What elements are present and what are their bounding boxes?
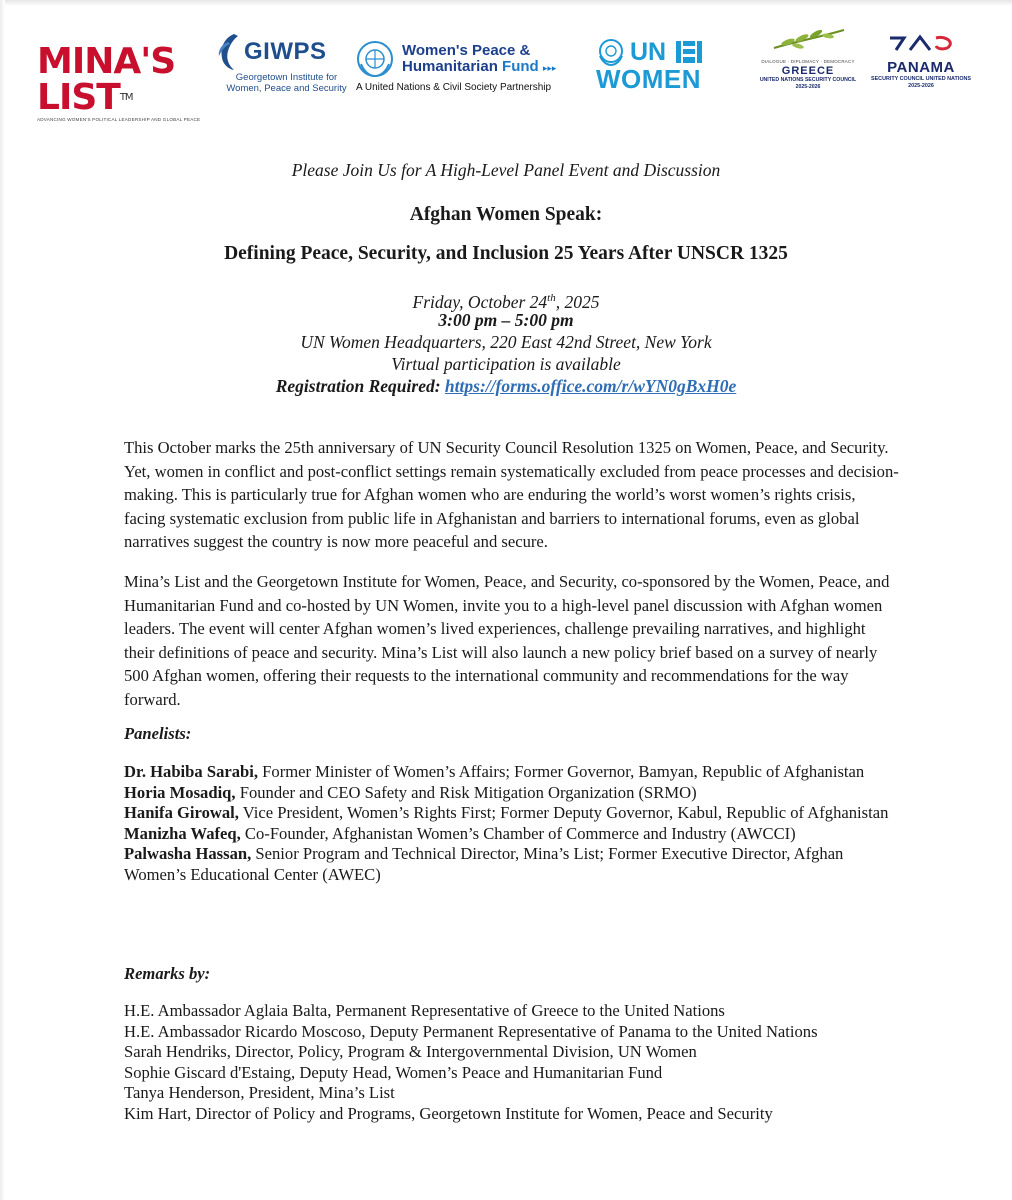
panelist-role: Vice President, Women’s Rights First; Former Deputy Governor, Kabul, Republic of Afghanistan bbox=[238, 803, 889, 823]
list-item bbox=[124, 762, 900, 783]
list-item bbox=[124, 844, 900, 885]
page-edge-shadow bbox=[0, 0, 1012, 6]
event-virtual-note: Virtual participation is available bbox=[391, 354, 621, 374]
panelist-role: Founder and CEO Safety and Risk Mitigation Organization (SRMO) bbox=[235, 782, 697, 802]
event-date-suffix: , 2025 bbox=[555, 291, 600, 312]
giwps-subtitle: Georgetown Institute for Women, Peace and Security bbox=[226, 72, 347, 94]
wphf-name-line2b: Fund bbox=[502, 57, 539, 75]
minas-list-logo bbox=[37, 41, 207, 122]
panama-name: PANAMA bbox=[887, 59, 955, 76]
wphf-subtitle: A United Nations & Civil Society Partnership bbox=[356, 82, 552, 93]
un-emblem-small-icon bbox=[596, 38, 626, 66]
greece-motto: DIALOGUE · DIPLOMACY · DEMOCRACY bbox=[761, 59, 855, 64]
list-item bbox=[124, 803, 900, 824]
event-date-sup: th bbox=[547, 292, 556, 304]
panelist-name: Manizha Wafeq, bbox=[124, 823, 241, 843]
list-item: Kim Hart, Director of Policy and Programs, Georgetown Institute for Women, Peace and Security bbox=[124, 1103, 773, 1123]
remarks-heading: Remarks by: bbox=[124, 964, 211, 983]
event-date-prefix: Friday, October 24 bbox=[412, 291, 548, 312]
event-time: 3:00 pm – 5:00 pm bbox=[438, 310, 574, 330]
minas-list-tagline: ADVANCING WOMEN'S POLITICAL LEADERSHIP AND GLOBAL PEACE bbox=[37, 117, 201, 122]
giwps-logo bbox=[216, 32, 351, 94]
wphf-name-line2a: Humanitarian bbox=[402, 57, 503, 75]
olive-branch-icon bbox=[768, 26, 848, 54]
list-item: Tanya Henderson, President, Mina’s List bbox=[124, 1083, 395, 1103]
invitation-line: Please Join Us for A High-Level Panel Event and Discussion bbox=[291, 160, 721, 180]
panelist-role: Co-Founder, Afghanistan Women’s Chamber of Commerce and Industry (AWCCI) bbox=[240, 823, 796, 843]
minas-list-wordmark: MINA'S LIST bbox=[37, 41, 176, 118]
panama-mark-icon bbox=[886, 34, 956, 52]
un-women-line1: UN bbox=[630, 38, 667, 66]
panelists-heading: Panelists: bbox=[124, 724, 192, 743]
panelist-name: Palwasha Hassan, bbox=[124, 844, 252, 864]
trademark-mark: TM bbox=[119, 92, 133, 103]
dove-icon bbox=[216, 32, 240, 72]
panelist-name: Hanifa Girowal, bbox=[124, 803, 239, 823]
un-women-line2: WOMEN bbox=[596, 64, 702, 94]
registration-link[interactable]: https://forms.office.com/r/wYN0gBxH0e bbox=[444, 376, 737, 396]
registration-label: Registration Required: bbox=[275, 376, 441, 396]
list-item: H.E. Ambassador Ricardo Moscoso, Deputy Permanent Representative of Panama to the United Nations bbox=[124, 1021, 818, 1041]
un-women-logo bbox=[596, 38, 746, 92]
wphf-name-line1: Women's Peace & bbox=[402, 41, 531, 59]
panelist-role: Senior Program and Technical Director, Mina’s List; Former Executive Director, Afghan Women’s Educational Center (AWEC) bbox=[124, 844, 844, 884]
registration-line bbox=[0, 375, 1012, 397]
wphf-logo: Women's Peace & Humanitarian Fund ▸▸▸ A United Nations & Civil Society Partnership bbox=[356, 40, 586, 93]
panelist-name: Dr. Habiba Sarabi, bbox=[124, 762, 259, 781]
greece-subtitle: UNITED NATIONS SECURITY COUNCIL 2025-2026 bbox=[759, 77, 857, 90]
panama-subtitle: SECURITY COUNCIL UNITED NATIONS 2025-2026 bbox=[870, 76, 972, 89]
un-emblem-icon bbox=[356, 40, 394, 78]
remarks-list bbox=[124, 1001, 900, 1125]
list-item bbox=[124, 783, 900, 804]
description-paragraph: Mina’s List and the Georgetown Institute for Women, Peace, and Security, co-sponsored by the Women, Peace, and Humanitarian Fund and co-hosted by UN Women, invite you to a high-level panel discussion with Afghan women leaders. The event will center Afghan women’s lived experiences, challenge prevailing narratives, and highlight their definitions of peace and security. Mina’s List will also launch a new policy brief based on a survey of nearly 500 Afghan women, offering their requests to the international community and recommendations for the way forward. bbox=[124, 572, 890, 709]
un-women-symbol-icon bbox=[674, 39, 704, 65]
panama-security-council-logo bbox=[868, 34, 974, 89]
giwps-wordmark: GIWPS bbox=[244, 38, 327, 65]
panelist-role: Former Minister of Women’s Affairs; Former Governor, Bamyan, Republic of Afghanistan bbox=[258, 762, 865, 781]
list-item: Sophie Giscard d'Estaing, Deputy Head, Women’s Peace and Humanitarian Fund bbox=[124, 1062, 663, 1082]
event-title: Afghan Women Speak: bbox=[409, 204, 603, 225]
list-item: H.E. Ambassador Aglaia Balta, Permanent Representative of Greece to the United Nations bbox=[124, 1001, 725, 1020]
panelist-name: Horia Mosadiq, bbox=[124, 782, 236, 802]
event-venue: UN Women Headquarters, 220 East 42nd Street, New York bbox=[300, 332, 712, 352]
list-item: Sarah Hendriks, Director, Policy, Program & Intergovernmental Division, UN Women bbox=[124, 1042, 697, 1062]
panelists-list bbox=[124, 762, 900, 886]
list-item bbox=[124, 824, 900, 845]
greece-security-council-logo bbox=[758, 26, 858, 90]
event-subtitle: Defining Peace, Security, and Inclusion 25 Years After UNSCR 1325 bbox=[224, 243, 788, 264]
greece-name: GREECE bbox=[781, 65, 835, 77]
intro-paragraph: This October marks the 25th anniversary of UN Security Council Resolution 1325 on Women, Peace, and Security. Yet, women in conflict and post-conflict settings remain systematically excluded from peace processes and decision-making. This is particularly true for Afghan women who are enduring the world’s worst women’s rights crisis, facing systematic exclusion from public life in Afghanistan and barriers to international forums, even as global narratives suggest the country is now more peaceful and secure. bbox=[124, 438, 899, 552]
